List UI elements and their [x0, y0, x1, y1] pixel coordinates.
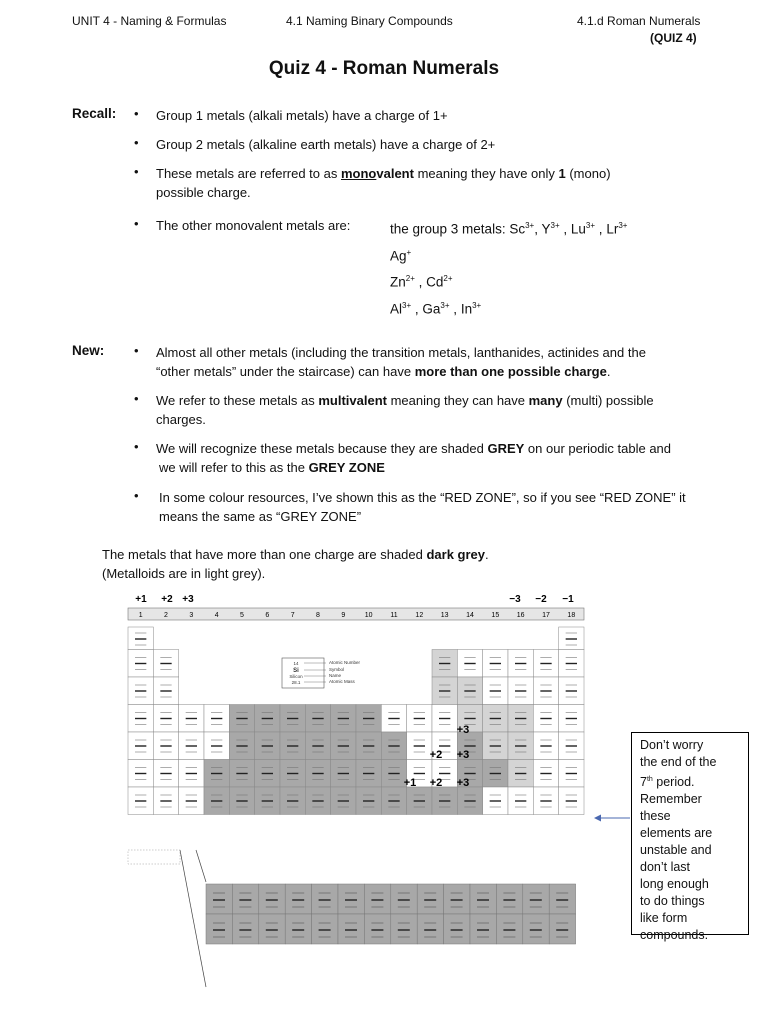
- inline-charge-cd: +2: [429, 777, 443, 789]
- f-block-cell: [444, 884, 470, 914]
- inline-charge-zn: +2: [429, 749, 443, 761]
- f-block-cell: [391, 914, 417, 944]
- charge-label-g17: −1: [562, 594, 574, 605]
- new-label: New:: [72, 343, 105, 358]
- key-atomic-mass: Atomic Mass: [329, 679, 355, 684]
- group-number: 10: [364, 612, 373, 619]
- f-block-cell: [523, 914, 549, 944]
- group-number: 2: [164, 612, 168, 619]
- header-unit: UNIT 4 - Naming & Formulas: [72, 14, 227, 28]
- new-bullet-1: Almost all other metals (including the transition metals, lanthanides, actinides and the “other metals” under the staircase) can have more than one possible charge.: [156, 345, 646, 379]
- bullet: •: [134, 439, 139, 454]
- charge-label-g16: −2: [535, 594, 547, 605]
- f-block-cell: [312, 884, 338, 914]
- charge-label-g2: +2: [161, 594, 173, 605]
- bullet: •: [134, 488, 139, 503]
- recall-bullet-1: Group 1 metals (alkali metals) have a charge of 1+: [156, 108, 448, 123]
- header-section: 4.1 Naming Binary Compounds: [286, 14, 453, 28]
- group-number: 15: [491, 612, 500, 619]
- svg-text:14: 14: [293, 661, 299, 666]
- group-number: 7: [290, 612, 295, 619]
- f-block-cell: [496, 914, 522, 944]
- inline-charge-ag: +1: [403, 777, 417, 789]
- key-name: Name: [329, 673, 342, 678]
- inline-charge-in: +3: [456, 777, 470, 789]
- svg-text:Silicon: Silicon: [289, 674, 303, 679]
- f-block-cell: [338, 884, 364, 914]
- group-number: 3: [189, 612, 194, 619]
- recall-bullet-4: The other monovalent metals are:: [156, 218, 351, 233]
- bullet: •: [134, 135, 139, 150]
- bullet: •: [134, 216, 139, 231]
- f-block-cell: [259, 914, 285, 944]
- group-number: 11: [390, 612, 398, 619]
- recall-bullet-3: These metals are referred to as monovalent meaning they have only 1 (mono) possible charge.: [156, 166, 611, 200]
- f-block-cell: [312, 914, 338, 944]
- group-number: 8: [316, 612, 320, 619]
- f-block-cell: [496, 884, 522, 914]
- group-number: 9: [341, 612, 346, 619]
- inline-charge-al: +3: [456, 724, 470, 736]
- group-number: 18: [567, 612, 576, 619]
- element-cell: [559, 627, 584, 650]
- group-number: 4: [214, 612, 219, 619]
- monovalent-list: [390, 214, 627, 320]
- key-symbol: Symbol: [329, 667, 345, 672]
- group-number: 6: [265, 612, 270, 619]
- charge-label-g15: −3: [509, 594, 521, 605]
- group3-metals: the group 3 metals: $Sc^{3+}$, $Y^{3+}$ , $Lu^{3+}$ , $Lr^{3+}$: [390, 221, 628, 237]
- f-block-cell: [523, 884, 549, 914]
- element-cell: [128, 627, 153, 650]
- f-block-cell: [470, 914, 496, 944]
- group-number: 17: [542, 612, 550, 619]
- f-block-cell: [364, 914, 390, 944]
- group-number: 16: [516, 612, 525, 619]
- f-block-cell: [338, 914, 364, 944]
- silver-ion: Ag+: [390, 247, 412, 263]
- side-note: Don’t worry the end of the 7th period. Remember these elements are unstable and don’t last long enough to do things like form compounds.: [631, 732, 749, 935]
- f-block-cell: [232, 914, 258, 944]
- al-ga-in-ions: $Al^{3+}$ , $Ga^{3+}$ , $In^{3+}$: [390, 300, 482, 316]
- header-quiz: (QUIZ 4): [650, 31, 697, 45]
- bullet: •: [134, 391, 139, 406]
- f-block-cell: [285, 914, 311, 944]
- f-block-cell: [417, 884, 443, 914]
- pointer-arrow: [586, 812, 630, 824]
- f-block-cell: [444, 914, 470, 944]
- f-block-cell: [364, 884, 390, 914]
- bullet: •: [134, 164, 139, 179]
- f-block-cell: [549, 884, 575, 914]
- group-number: 12: [415, 612, 424, 619]
- f-block-cell: [417, 914, 443, 944]
- periodic-table: [126, 592, 586, 1012]
- f-block-cell: [206, 914, 232, 944]
- group-number: 1: [138, 612, 143, 619]
- closing-paragraph: The metals that have more than one charge are shaded dark grey. (Metalloids are in light grey).: [102, 547, 489, 581]
- f-block-cell: [206, 884, 232, 914]
- bullet: •: [134, 106, 139, 121]
- f-block-cell: [259, 884, 285, 914]
- new-bullet-2: We refer to these metals as multivalent meaning they can have many (multi) possible charges.: [156, 393, 654, 427]
- recall-label: Recall:: [72, 106, 117, 121]
- f-block-cell: [391, 884, 417, 914]
- header-lesson: 4.1.d Roman Numerals: [577, 14, 701, 28]
- inline-charge-ga: +3: [456, 749, 470, 761]
- svg-text:Si: Si: [293, 668, 299, 674]
- zinc-cadmium-ions: $Zn^{2+}$ , $Cd^{2+}$: [390, 274, 453, 290]
- f-block-cell: [549, 914, 575, 944]
- recall-bullet-2: Group 2 metals (alkaline earth metals) have a charge of 2+: [156, 137, 496, 152]
- charge-label-g1: +1: [135, 594, 147, 605]
- f-block-cell: [470, 884, 496, 914]
- page-title: Quiz 4 - Roman Numerals: [268, 58, 500, 79]
- group-number: 13: [440, 612, 449, 619]
- svg-text:28.1: 28.1: [291, 680, 301, 685]
- bullet: •: [134, 343, 139, 358]
- f-block-cell: [285, 884, 311, 914]
- f-block-cell: [232, 884, 258, 914]
- charge-label-g3: +3: [182, 594, 194, 605]
- key-atomic-number: Atomic Number: [329, 660, 361, 665]
- group-number: 5: [240, 612, 244, 619]
- new-bullet-4: In some colour resources, I’ve shown this as the “RED ZONE”, so if you see “RED ZONE” it means the same as “GREY ZONE”: [159, 490, 686, 524]
- group-number: 14: [466, 612, 474, 619]
- new-bullet-3: We will recognize these metals because they are shaded GREY on our periodic table and we will refer to this as the GREY ZONE: [156, 441, 672, 475]
